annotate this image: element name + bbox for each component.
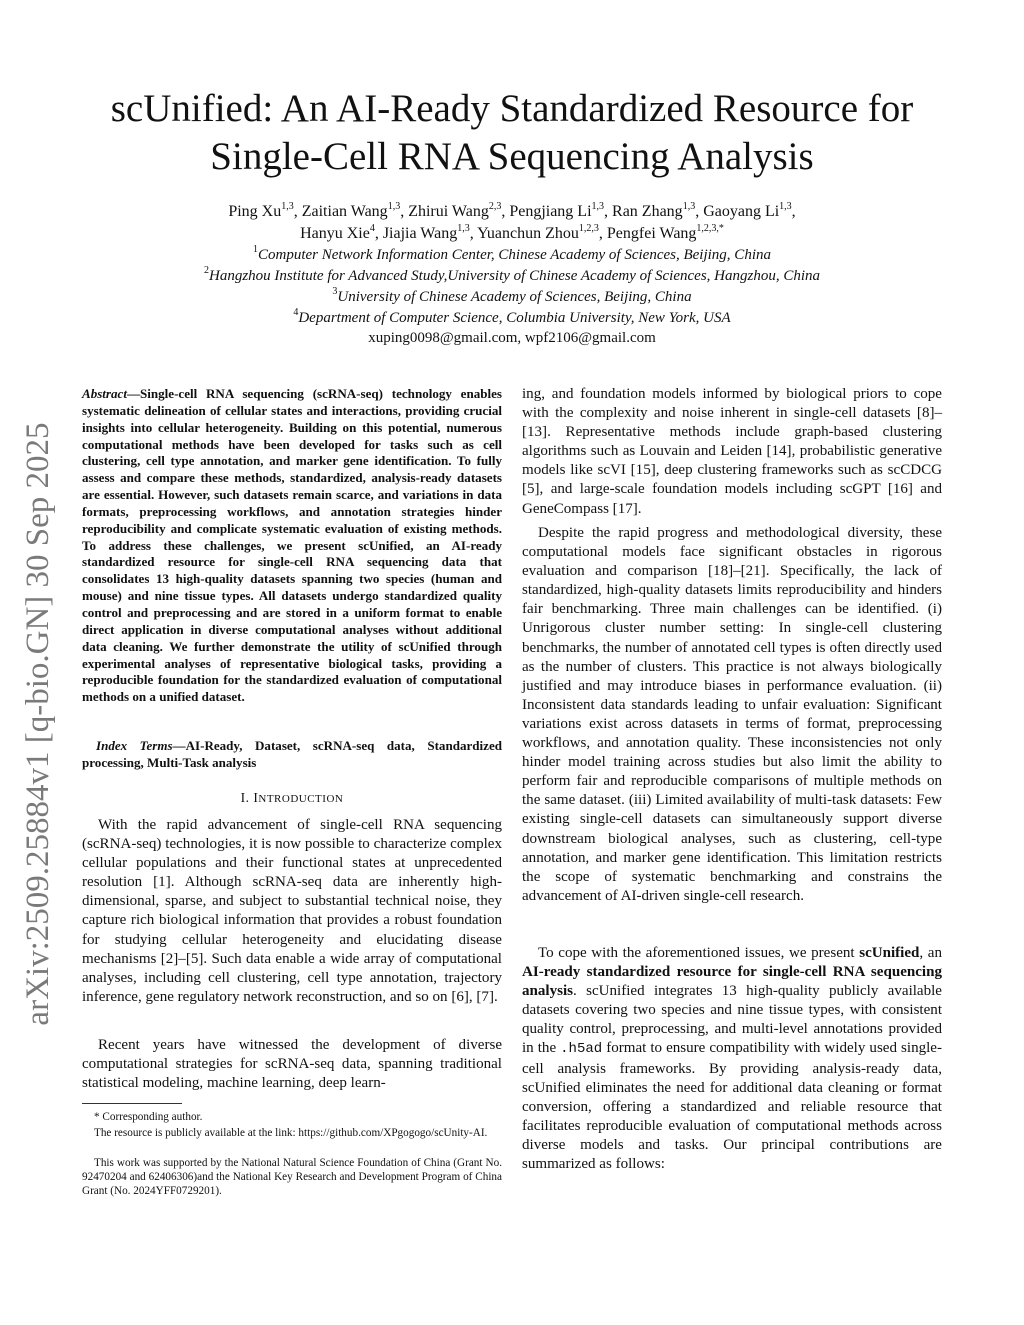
paper-title <box>60 85 964 181</box>
author-name: Ping Xu <box>228 203 282 220</box>
author-separator: , <box>598 225 607 242</box>
right-paragraph-3 <box>522 944 942 1174</box>
author-affiliation-marker: 1,3 <box>779 200 792 212</box>
author <box>509 200 613 220</box>
author-affiliation-marker: 1,3 <box>387 200 401 212</box>
intro-paragraph-1: With the rapid advancement of single-cell RNA sequencing (scRNA-seq) technologies, it is now possible to characterize complex cellular populations and their functional states at unprecedented resolution [1]. Although scRNA-seq data are inherently high-dimensional, sparse, and subject to substantial technical noise, they capture rich biological information that provides a robust foundation for studying cellular heterogeneity and elucidating disease mechanisms [2]–[5]. Such data enable a wide array of computational analyses, including cell clustering, cell type annotation, trajectory inference, gene regulatory network reconstruction, and so on [6], [7]. <box>82 817 502 1005</box>
author-name: Zaitian Wang <box>301 203 388 220</box>
author-affiliation-marker: 1,3 <box>682 200 696 212</box>
author <box>301 200 409 220</box>
p3-code-h5ad: .h5ad <box>560 1041 603 1058</box>
author-name: Gaoyang Li <box>703 203 780 220</box>
author-name: Pengjiang Li <box>509 203 592 220</box>
affiliation <box>100 245 924 266</box>
author-separator: , <box>469 225 478 242</box>
author-separator: , <box>293 203 302 220</box>
p3-bold-resource: AI-ready standardized resource for single-cell RNA sequencing analysis <box>522 964 942 1000</box>
author-separator: , <box>501 203 510 220</box>
author-affiliation-marker: 1,3 <box>591 200 605 212</box>
author-affiliation-marker: 4 <box>369 222 375 234</box>
author <box>612 200 704 220</box>
footnote-resource-link: The resource is publicly available at the link: https://github.com/XPgogogo/scUnity-AI. <box>94 1127 488 1139</box>
index-terms-text: —AI-Ready, Dataset, scRNA-seq data, Standardized processing, Multi-Task analysis <box>82 738 502 770</box>
author-name: Pengfei Wang <box>606 225 697 242</box>
index-terms-label: Index Terms <box>96 738 173 753</box>
affiliation <box>100 308 924 329</box>
author-emails: xuping0098@gmail.com, wpf2106@gmail.com <box>368 330 656 346</box>
affiliation <box>100 266 924 287</box>
author <box>408 200 510 220</box>
author-separator: , <box>791 203 796 220</box>
p3-text-e: . scUnified integrates 13 high-quality publicly available datasets covering two species and nine tissue types, with consistent quality control, preprocessing, and multi-level annotations provided in the <box>522 983 942 1057</box>
author-separator: , <box>695 203 704 220</box>
author-name: Yuanchun Zhou <box>477 225 579 242</box>
affiliation-number: 1 <box>253 244 258 255</box>
author-affiliation-marker: 2,3 <box>488 200 502 212</box>
affiliation-number: 4 <box>293 306 299 318</box>
abstract-label: Abstract <box>82 386 127 401</box>
p3-text-a: To cope with the aforementioned issues, we present <box>538 945 860 961</box>
p3-bold-scunified: scUnified <box>859 945 920 961</box>
author-affiliation-marker: 1,3 <box>457 222 470 234</box>
author <box>477 222 607 242</box>
abstract-text: —Single-cell RNA sequencing (scRNA-seq) technology enables systematic delineation of cellular states and interactions, providing crucial insights into cellular heterogeneity. Building on this potential, numerous computational methods have been developed for tasks such as cell clustering, cell type annotation, and marker gene identification. To fully assess and compare these methods, standardized, analysis-ready datasets are essential. However, such datasets remain scarce, and variations in data formats, preprocessing workflows, and annotation strategies hinder reproducibility and complicate systematic evaluation of existing methods. To address these challenges, we present scUnified, an AI-ready standardized resource for single-cell RNA sequencing data that consolidates 13 high-quality datasets spanning two species (human and mouse) and nine tissue types. All datasets undergo standardized quality control and preprocessing and are stored in a uniform format to enable direct application in diverse computational analyses without additional data cleaning. We further demonstrate the utility of scUnified through experimental analyses of representative biological tasks, providing a reproducible foundation for the standardized evaluation of computational methods on a unified dataset. <box>82 386 502 705</box>
section-title-rest: NTRODUCTION <box>258 793 344 805</box>
author-affiliation-marker: 1,2,3 <box>578 222 599 234</box>
index-terms <box>82 738 502 772</box>
affiliation <box>100 287 924 308</box>
author-name: Hanyu Xie <box>300 225 370 242</box>
affiliation-text: University of Chinese Academy of Sciences, Beijing, China <box>337 288 692 305</box>
author-affiliation-marker: 1,2,3,* <box>696 222 724 234</box>
author <box>300 222 383 242</box>
title-line-2: Single-Cell RNA Sequencing Analysis <box>210 135 814 178</box>
affiliation-list <box>100 245 924 329</box>
affiliation-text: Computer Network Information Center, Chinese Academy of Sciences, Beijing, China <box>258 247 771 263</box>
p3-text-g: format to ensure compatibility with widely used single-cell analysis frameworks. By providing analysis-ready data, scUnified eliminates the need for additional data cleaning or format conversion, offering a standardized and reliable resource that facilitates reproducible evaluation of computational methods across diverse models and tasks. Our principal contributions are summarized as follows: <box>522 1040 942 1173</box>
affiliation-text: Department of Computer Science, Columbia University, New York, USA <box>298 309 731 326</box>
section-heading-introduction <box>82 790 502 806</box>
p3-text-c: , an <box>919 945 942 961</box>
author <box>703 200 796 220</box>
author <box>228 200 302 220</box>
section-number: I. <box>240 790 254 805</box>
author-separator: , <box>374 225 383 242</box>
affiliation-text: Hangzhou Institute for Advanced Study,University of Chinese Academy of Sciences, Hangzhou, China <box>208 267 820 284</box>
footnote-rule <box>82 1103 182 1104</box>
right-paragraph-1: ing, and foundation models informed by biological priors to cope with the complexity and noise inherent in single-cell datasets [8]–[13]. Representative methods include graph-based clustering algorithms such as Louvain and Leiden [14], probabilistic generative models like scVI [15], deep clustering frameworks such as scCDCG [5], and large-scale foundation models including scGPT [16] and GeneCompass [17]. <box>522 386 942 517</box>
intro-paragraph-2: Recent years have witnessed the development of diverse computational strategies for scRNA-seq data, spanning traditional statistical modeling, machine learning, deep learn- <box>82 1037 502 1092</box>
affiliation-number: 2 <box>203 264 209 276</box>
footnote-corresponding: * Corresponding author. <box>94 1111 203 1123</box>
author-affiliation-marker: 1,3 <box>281 200 294 212</box>
author-name: Ran Zhang <box>612 203 683 220</box>
author <box>606 222 724 242</box>
author-name: Jiajia Wang <box>382 225 458 242</box>
abstract <box>82 386 502 706</box>
author-list <box>120 201 904 245</box>
footnote-funding: This work was supported by the National Natural Science Foundation of China (Grant No. 92470204 and 62406306)and the National Key Research and Development Program of China Grant (No. 2024YFF0729201). <box>82 1157 502 1197</box>
author <box>382 222 478 242</box>
author-separator: , <box>604 203 613 220</box>
title-line-1: scUnified: An AI-Ready Standardized Resource for <box>110 87 914 130</box>
author-separator: , <box>400 203 409 220</box>
right-paragraph-2: Despite the rapid progress and methodological diversity, these computational models face significant obstacles in rigorous evaluation and comparison [18]–[21]. Specifically, the lack of standardized, high-quality datasets limits reproducibility and hinders fair benchmarking. Three main challenges can be identified. (i) Unrigorous cluster number setting: In single-cell clustering benchmarks, the number of annotated cell types is often directly used as the number of clusters. This practice is not always biologically justified and may introduce biases in performance evaluation. (ii) Inconsistent data standards leading to unfair evaluation: Significant variations exist across datasets in terms of format, preprocessing workflows, and annotation quality. These inconsistencies not only hinder model training across studies but also limit the ability to perform fair and reproducible comparisons of multiple methods on the same dataset. (iii) Limited availability of multi-task datasets: Few existing single-cell datasets can simultaneously support diverse downstream biological analyses, such as clustering, cell-type annotation, and marker gene identification. This limitation restricts the scope of systematic benchmarking and constrains the advancement of AI-driven single-cell research. <box>522 525 942 904</box>
arxiv-side-stamp: arXiv:2509.25884v1 [q-bio.GN] 30 Sep 2025 <box>20 422 56 1026</box>
author-name: Zhirui Wang <box>408 203 489 220</box>
affiliation-number: 3 <box>332 285 338 297</box>
section-title-initial: I <box>253 790 259 805</box>
